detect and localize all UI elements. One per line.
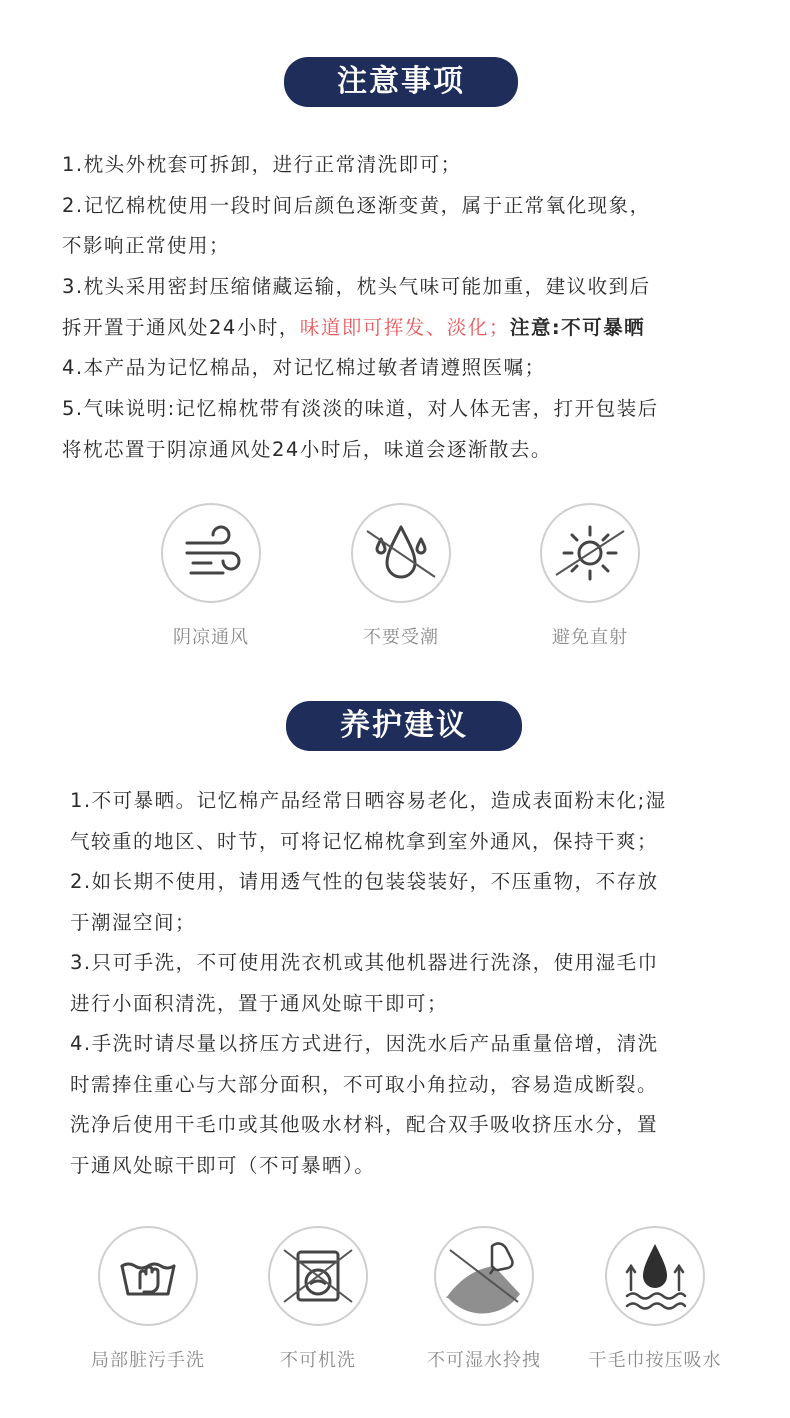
icon-label: 不可机洗 bbox=[280, 1350, 356, 1371]
care-line bbox=[70, 822, 750, 863]
icon-label: 阴凉通风 bbox=[173, 627, 249, 648]
towel-press-icon bbox=[605, 1226, 705, 1326]
body-text: 4.手洗时请尽量以挤压方式进行，因洗水后产品重量倍增，清洗 bbox=[70, 1032, 659, 1055]
care-line bbox=[70, 1105, 750, 1146]
care-icon-row bbox=[0, 1226, 790, 1376]
body-text: 2.记忆棉枕使用一段时间后颜色逐渐变黄，属于正常氧化现象， bbox=[62, 193, 651, 217]
highlight-text: 味道即可挥发、淡化； bbox=[299, 315, 510, 339]
care-line bbox=[70, 1024, 750, 1065]
body-text: 于潮湿空间； bbox=[70, 910, 197, 934]
care-line bbox=[70, 903, 750, 944]
body-text: 进行小面积清洗，置于通风处晾干即可； bbox=[70, 991, 449, 1015]
notes-icon-row bbox=[0, 503, 790, 653]
care-line bbox=[70, 984, 750, 1025]
icon-label: 避免直射 bbox=[552, 627, 628, 648]
notes-line bbox=[62, 308, 742, 349]
wind-icon bbox=[161, 503, 261, 603]
section-title-notes-text: 注意事项 bbox=[337, 64, 465, 99]
no-sun-icon bbox=[540, 503, 640, 603]
body-text: 3.只可手洗，不可使用洗衣机或其他机器进行洗涤，使用湿毛巾 bbox=[70, 951, 659, 974]
icon-item-ventilation bbox=[136, 503, 286, 649]
care-line bbox=[70, 1065, 750, 1106]
hand-wash-icon bbox=[98, 1226, 198, 1326]
body-text: 将枕芯置于阴凉通风处24小时后，味道会逐渐散去。 bbox=[62, 437, 552, 461]
body-text: 1.不可暴晒。记忆棉产品经常日晒容易老化，造成表面粉末化;湿 bbox=[70, 789, 667, 812]
icon-item-hand-wash bbox=[73, 1226, 223, 1372]
notes-line bbox=[62, 389, 742, 430]
icon-item-no-moisture bbox=[326, 503, 476, 649]
section-title-notes bbox=[284, 57, 518, 107]
no-wring-icon bbox=[434, 1226, 534, 1326]
body-text: 4.本产品为记忆棉品，对记忆棉过敏者请遵照医嘱； bbox=[62, 356, 546, 380]
icon-label: 局部脏污手洗 bbox=[91, 1350, 205, 1371]
icon-item-no-wring bbox=[409, 1226, 559, 1372]
body-text: 气较重的地区、时节，可将记忆棉枕拿到室外通风，保持干爽； bbox=[70, 829, 659, 853]
body-text: 3.枕头采用密封压缩储藏运输，枕头气味可能加重，建议收到后 bbox=[62, 275, 651, 299]
icon-label: 不可湿水拎拽 bbox=[427, 1350, 541, 1371]
body-text: 1.枕头外枕套可拆卸，进行正常清洗即可； bbox=[62, 153, 462, 176]
body-text: 于通风处晾干即可（不可暴晒）。 bbox=[70, 1153, 376, 1177]
icon-item-no-sun bbox=[515, 503, 665, 649]
section-title-care-text: 养护建议 bbox=[340, 708, 468, 743]
body-text: 拆开置于通风处24小时， bbox=[62, 315, 300, 339]
care-line bbox=[70, 862, 750, 903]
notes-line bbox=[62, 226, 742, 267]
body-text: 2.如长期不使用，请用透气性的包装袋装好，不压重物，不存放 bbox=[70, 870, 659, 893]
notes-line bbox=[62, 348, 742, 389]
care-line bbox=[70, 943, 750, 984]
body-text: 不影响正常使用； bbox=[62, 234, 231, 258]
care-list bbox=[70, 781, 750, 1186]
icon-item-towel-press bbox=[580, 1226, 730, 1372]
icon-label: 不要受潮 bbox=[363, 627, 439, 648]
notes-list bbox=[62, 145, 742, 471]
notes-line bbox=[62, 430, 742, 471]
icon-label: 干毛巾按压吸水 bbox=[588, 1350, 722, 1371]
notes-line bbox=[62, 145, 742, 186]
care-line bbox=[70, 781, 750, 822]
body-text: 洗净后使用干毛巾或其他吸水材料，配合双手吸收挤压水分，置 bbox=[70, 1113, 659, 1136]
notes-line bbox=[62, 267, 742, 308]
body-text: 时需捧住重心与大部分面积，不可取小角拉动，容易造成断裂。 bbox=[70, 1072, 659, 1096]
warning-text: 注意:不可暴晒 bbox=[509, 315, 646, 339]
care-line bbox=[70, 1146, 750, 1187]
body-text: 5.气味说明:记忆棉枕带有淡淡的味道，对人体无害，打开包装后 bbox=[62, 397, 659, 421]
no-machine-wash-icon bbox=[268, 1226, 368, 1326]
icon-item-no-machine-wash bbox=[243, 1226, 393, 1372]
notes-line bbox=[62, 186, 742, 227]
no-water-drop-icon bbox=[351, 503, 451, 603]
section-title-care bbox=[286, 701, 522, 751]
